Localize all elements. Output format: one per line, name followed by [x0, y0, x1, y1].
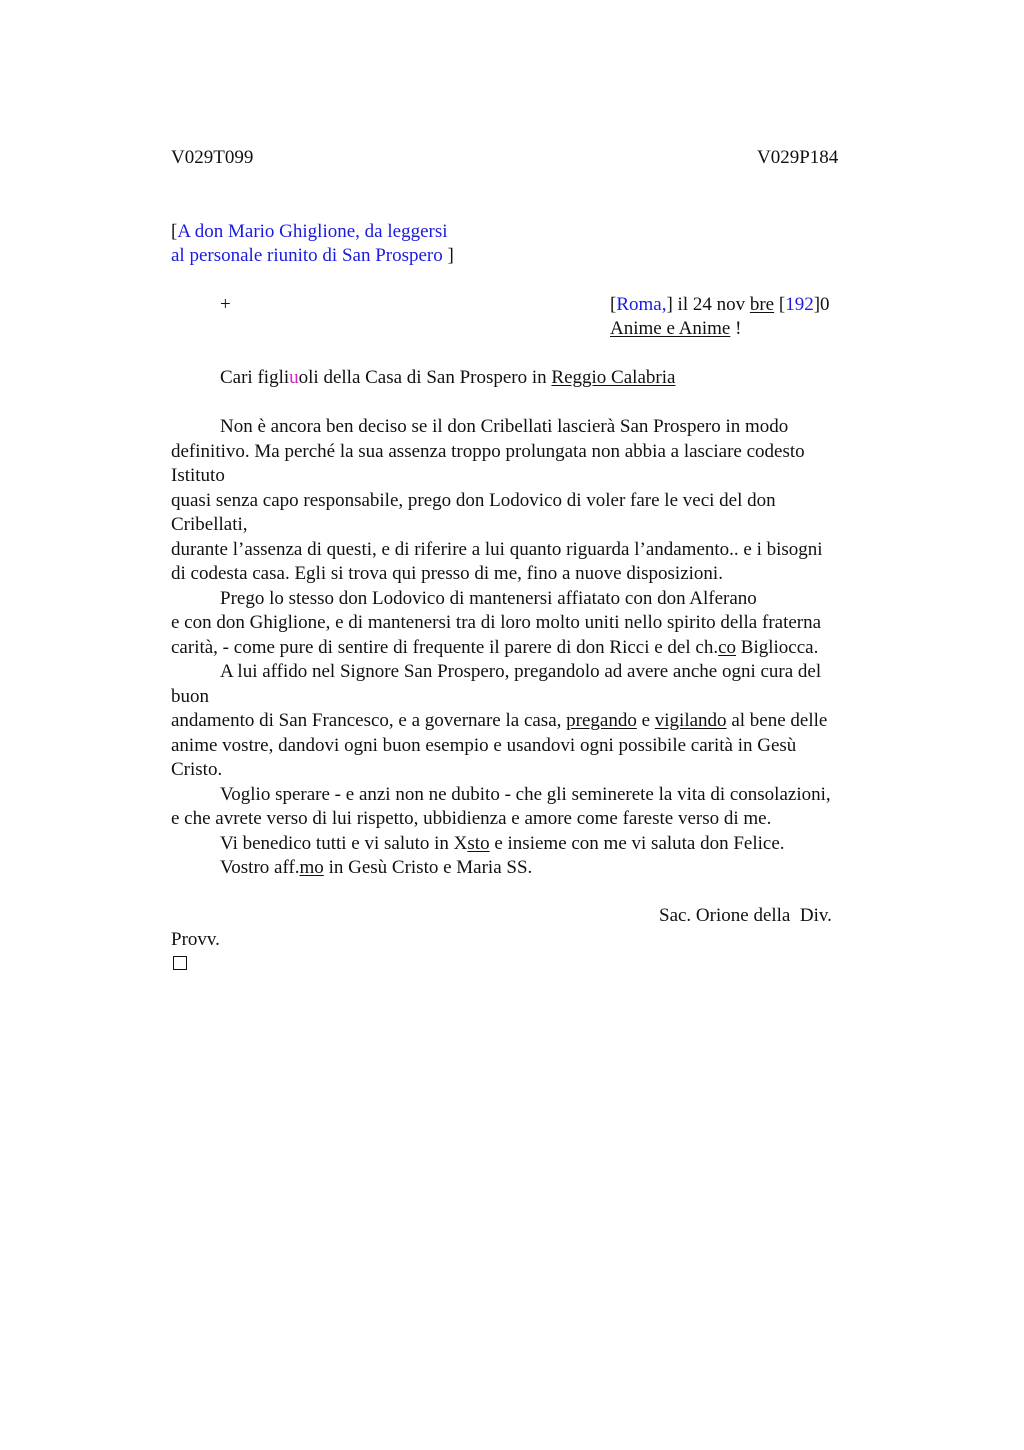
dateline-year-open: [ — [774, 294, 786, 315]
recipient-line-1 — [171, 220, 448, 245]
abbrev-xsto: sto — [467, 832, 490, 854]
emphasis-vigilando: vigilando — [654, 710, 727, 731]
motto — [610, 317, 741, 342]
body-line: di codesta casa. Egli si trova qui presso di me, fino a nuove disposizioni. — [171, 563, 723, 584]
document-code-left: V029T099 — [171, 147, 254, 168]
dateline — [610, 293, 830, 318]
recipient-open-bracket: [ — [171, 221, 178, 242]
body-line: e con don Ghiglione, e di mantenersi tra di loro molto uniti nello spirito della fraterna — [171, 612, 822, 633]
recipient-name: A don Mario Ghiglione, da leggersi — [177, 221, 448, 242]
body-line — [171, 709, 896, 734]
dateline-open-bracket: [ — [610, 294, 617, 315]
body-line: A lui affido nel Signore San Prospero, pregandolo ad avere anche ogni cura del — [220, 661, 822, 682]
dateline-day-month: ] il 24 nov — [666, 294, 750, 315]
body-text: e — [636, 710, 655, 731]
body-text: carità, - come pure di sentire di frequente il parere di don Ricci e del ch. — [171, 636, 719, 658]
document-code-right: V029P184 — [757, 147, 839, 168]
body-line: Istituto — [171, 465, 225, 486]
body-text: al bene delle — [726, 710, 828, 731]
body-text: andamento di San Francesco, e a governare la casa, — [171, 710, 567, 731]
body-line: Voglio sperare - e anzi non ne dubito - che gli seminerete la vita di consolazioni, — [220, 783, 831, 805]
closing-line — [171, 856, 896, 881]
cross-symbol: + — [220, 294, 231, 315]
body-text: Bigliocca. — [736, 636, 819, 658]
body-text: in Gesù Cristo e Maria SS. — [323, 857, 533, 878]
signature-line-2: Provv. — [171, 929, 220, 950]
body-line: anime vostre, dandovi ogni buon esempio e usandovi ogni possibile carità in Gesù — [171, 734, 797, 756]
abbrev-co: co — [718, 636, 737, 658]
body-text: Vi benedico tutti e vi saluto in X — [220, 832, 468, 854]
salutation-place: Reggio Calabria — [551, 367, 676, 388]
recipient-close-bracket: ] — [442, 245, 454, 266]
recipient-line-2 — [171, 244, 454, 269]
body-line: Prego lo stesso don Lodovico di mantenersi affiatato con don Alferano — [220, 587, 757, 609]
body-line: buon — [171, 685, 209, 707]
body-line: e che avrete verso di lui rispetto, ubbidienza e amore come fareste verso di me. — [171, 808, 772, 829]
dateline-month-suffix: bre — [749, 294, 775, 315]
letter-body — [171, 415, 896, 881]
body-line: quasi senza capo responsabile, prego don Lodovico di voler fare le veci del don — [171, 489, 776, 511]
body-line: Cribellati, — [171, 514, 248, 535]
recipient-audience: al personale riunito di San Prospero — [171, 245, 443, 266]
body-line: durante l’assenza di questi, e di riferire a lui quanto riguarda l’andamento.. e i bisogni — [171, 538, 823, 560]
empty-square-symbol — [173, 956, 187, 970]
body-line: definitivo. Ma perché la sua assenza troppo prolungata non abbia a lasciare codesto — [171, 440, 805, 462]
body-line: Non è ancora ben deciso se il don Cribellati lascierà San Prospero in modo — [220, 416, 789, 437]
body-text: e insieme con me vi saluta don Felice. — [489, 832, 785, 854]
salutation-start: Cari figli — [220, 367, 290, 388]
salutation — [220, 366, 675, 391]
motto-exclamation: ! — [730, 318, 742, 339]
dateline-year-prefix: 192 — [785, 294, 814, 315]
body-text: Vostro aff. — [220, 857, 300, 878]
salutation-middle: oli della Casa di San Prospero in — [298, 367, 552, 388]
abbrev-mo: mo — [299, 857, 324, 878]
body-line: Cristo. — [171, 759, 223, 780]
dateline-year-tail: ]0 — [813, 294, 830, 315]
motto-text: Anime e Anime — [610, 318, 731, 339]
body-line — [171, 636, 896, 661]
body-line — [171, 832, 896, 857]
emphasis-pregando: pregando — [566, 710, 637, 731]
dateline-place: Roma, — [616, 294, 667, 315]
signature-line-1: Sac. Orione della Div. — [659, 905, 832, 926]
salutation-highlight: u — [289, 367, 299, 388]
